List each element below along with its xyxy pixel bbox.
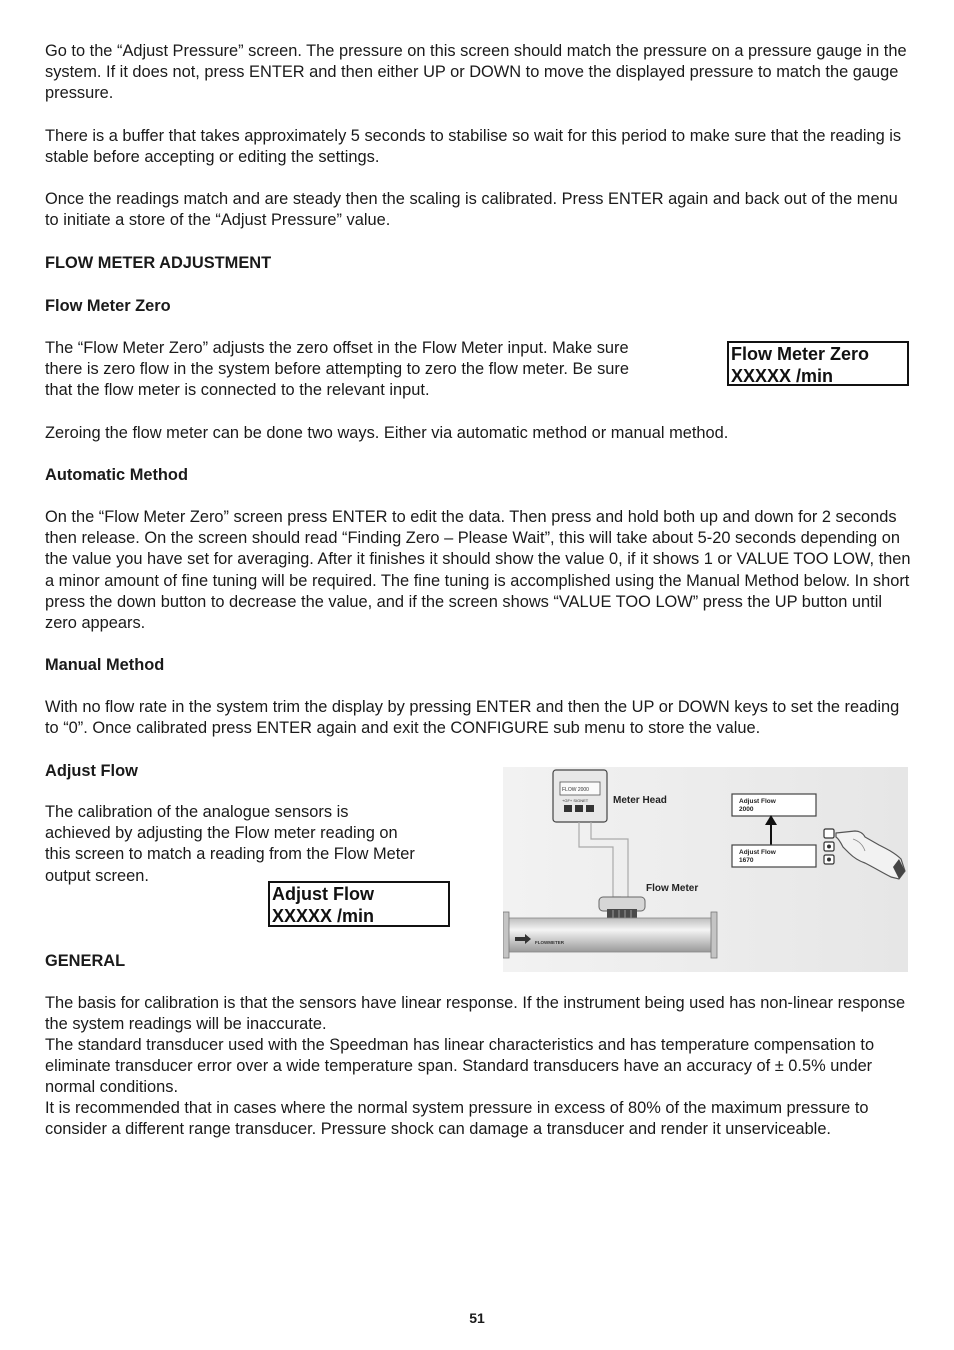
flow-meter-zero-display [727,341,909,386]
display-bottom-line-2: 1670 [739,857,754,864]
adjust-pressure-paragraph-2: There is a buffer that takes approximately 5 seconds to stabilise so wait for this period to make sure that the reading is stable before accepting or editing the settings. [45,127,902,167]
adjust-flow-display [268,881,450,927]
flow-meter-diagram [503,767,908,972]
pipe-label: FLOWMETER [535,940,564,945]
manual-method-paragraph: With no flow rate in the system trim the display by pressing ENTER and then the UP or DOWN keys to set the reading to “0”. Once calibrated press ENTER again and exit the CONFIGURE sub menu to store the value. [45,698,900,738]
display-line-2: XXXXX /min [731,366,834,386]
heading-adjust-flow: Adjust Flow [45,762,138,780]
display-top-line-2: 2000 [739,806,754,813]
enter-button-icon [824,829,834,838]
heading-automatic-method: Automatic Method [45,466,188,484]
adjust-pressure-paragraph-3: Once the readings match and are steady then the scaling is calibrated. Press ENTER again and back out of the menu to initiate a store of the “Adjust Pressure” value. [45,190,898,230]
flow-meter-zero-paragraph: The “Flow Meter Zero” adjusts the zero offset in the Flow Meter input. Make sure there is zero flow in the system before attempting to zero the flow meter. Be sure that the flow meter is connected to the relevant input. [45,339,629,400]
display-line-1: Adjust Flow [272,884,374,904]
meter-head [553,770,607,822]
meter-button-icon [575,805,583,812]
display-top-line-1: Adjust Flow [739,798,776,805]
meter-head-label: Meter Head [613,795,667,806]
flow-meter-label: Flow Meter [646,883,699,894]
zeroing-paragraph: Zeroing the flow meter can be done two ways. Either via automatic method or manual method. [45,424,729,442]
pipe [503,912,717,958]
general-paragraph-1: The basis for calibration is that the sensors have linear response. If the instrument being used has non-linear response the system readings will be inaccurate. [45,994,906,1034]
adjust-pressure-paragraph-1: Go to the “Adjust Pressure” screen. The pressure on this screen should match the pressure on a pressure gauge in the system. If it does not, press ENTER and then either UP or DOWN to move the displayed pressure to match the gauge pressure. [45,42,907,103]
display-line-2: XXXXX /min [272,906,375,926]
general-paragraph-3: It is recommended that in cases where the normal system pressure in excess of 80% of the maximum pressure to consider a different range transducer. Pressure shock can damage a transducer and render it unserviceable. [45,1099,869,1139]
heading-flow-meter-adjustment: FLOW METER ADJUSTMENT [45,254,272,272]
meter-button-icon [586,805,594,812]
general-paragraph-2: The standard transducer used with the Speedman has linear characteristics and has temperature compensation to eliminate transducer error over a wide temperature span. Standard transducers have an accuracy of ± 0.5% under normal conditions. [45,1036,875,1097]
diagram-display-bottom [732,845,816,867]
display-bottom-line-1: Adjust Flow [739,849,776,856]
heading-flow-meter-zero: Flow Meter Zero [45,297,171,315]
display-line-1: Flow Meter Zero [731,344,870,364]
meter-brand-text: +GF+ SIGNET [562,798,589,803]
diagram-display-top [732,794,816,816]
page-number: 51 [469,1310,485,1326]
meter-screen-text: FLOW 2000 [562,787,589,793]
meter-button-icon [564,805,572,812]
adjust-flow-paragraph: The calibration of the analogue sensors is achieved by adjusting the Flow meter reading on this screen to match a reading from the Flow Meter output screen. [45,803,415,885]
automatic-method-paragraph: On the “Flow Meter Zero” screen press ENTER to edit the data. Then press and hold both up and down for 2 seconds then release. On the screen should read “Finding Zero – Please Wait”, this will take about 5-20 seconds depending on the value you have set for averaging. After it finishes it should show the value 0, if it shows 1 or VALUE TOO LOW, then a minor amount of fine tuning will be required. The fine tuning is accomplished using the Manual Method below. In short press the down button to decrease the value, and if the screen shows “VALUE TOO LOW” press the UP button until zero appears. [45,508,911,633]
heading-manual-method: Manual Method [45,656,165,674]
heading-general: GENERAL [45,952,126,970]
